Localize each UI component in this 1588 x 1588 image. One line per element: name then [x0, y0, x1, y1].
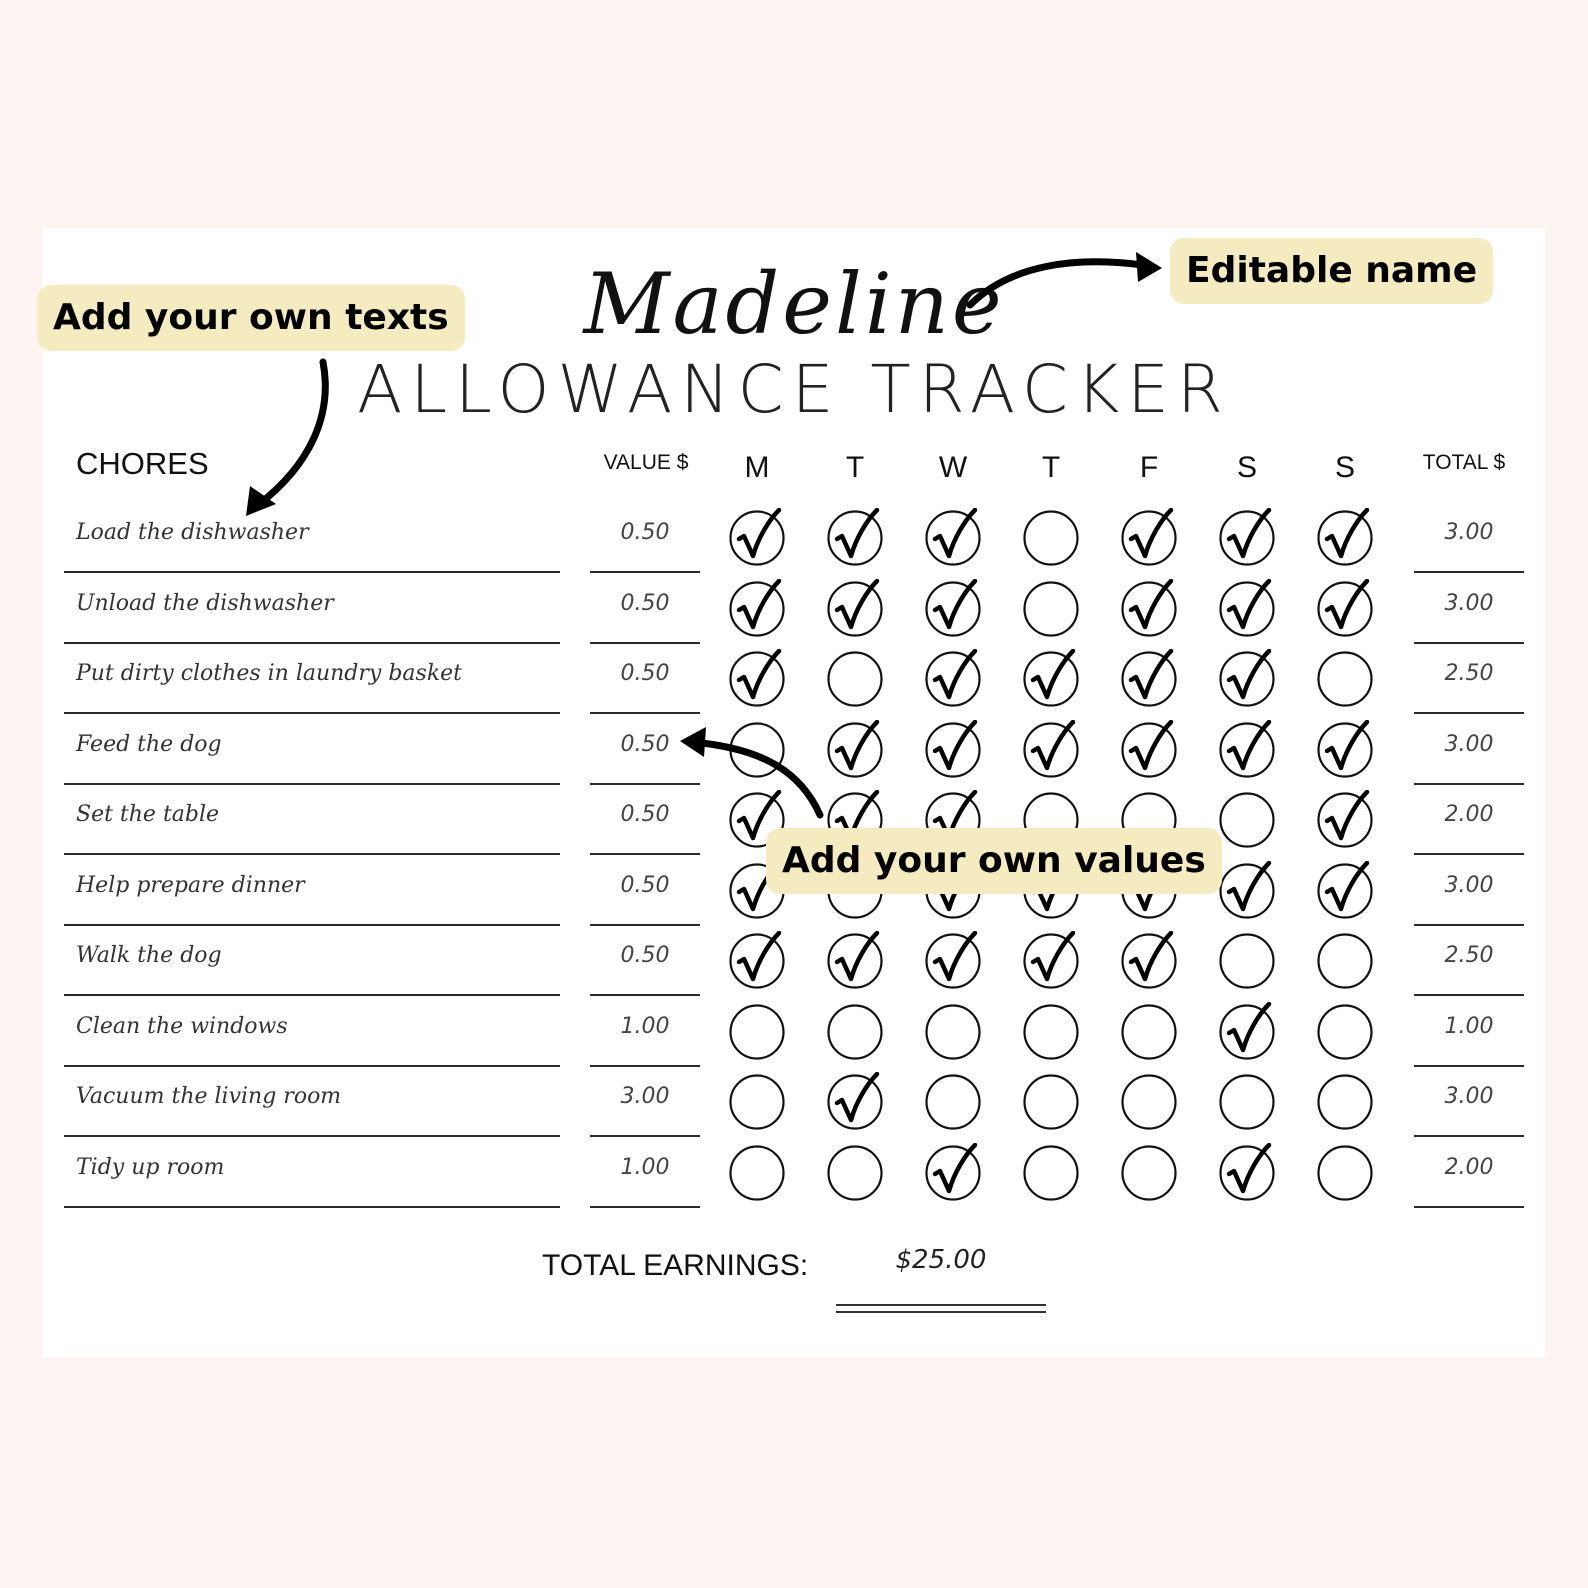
chore-text[interactable]: Clean the windows — [76, 1013, 288, 1039]
total-header: TOTAL $ — [1422, 451, 1506, 474]
chore-total[interactable]: 3.00 — [1444, 872, 1494, 898]
chore-value[interactable]: 0.50 — [620, 590, 670, 616]
chore-text[interactable]: Vacuum the living room — [76, 1084, 342, 1109]
chore-value[interactable]: 3.00 — [620, 1084, 670, 1109]
day-header-mon: M — [744, 451, 770, 484]
chore-text[interactable]: Set the table — [76, 802, 220, 827]
chore-total[interactable]: 3.00 — [1444, 1084, 1494, 1109]
chore-total[interactable]: 3.00 — [1444, 731, 1494, 757]
chore-value[interactable]: 1.00 — [620, 1013, 670, 1039]
day-header-fri: F — [1139, 451, 1159, 484]
chore-text[interactable]: Load the dishwasher — [76, 520, 309, 545]
callout-editable-name: Editable name — [1170, 238, 1493, 304]
chore-total[interactable]: 1.00 — [1444, 1013, 1494, 1039]
day-header-sat: S — [1236, 451, 1257, 484]
child-name[interactable]: Madeline — [583, 255, 1005, 353]
arrow-to-chores — [258, 362, 325, 505]
arrowhead-values — [680, 727, 706, 757]
chore-value[interactable]: 0.50 — [620, 520, 670, 545]
callout-add-values: Add your own values — [766, 828, 1222, 894]
chore-total[interactable]: 2.50 — [1444, 943, 1494, 968]
chore-value[interactable]: 0.50 — [620, 802, 670, 827]
chore-total[interactable]: 3.00 — [1444, 520, 1494, 545]
value-header: VALUE $ — [603, 451, 689, 474]
chore-text[interactable]: Put dirty clothes in laundry basket — [76, 661, 463, 686]
chore-text[interactable]: Tidy up room — [76, 1154, 225, 1180]
arrowhead-name — [1136, 252, 1162, 282]
chore-text[interactable]: Feed the dog — [76, 731, 222, 757]
chore-text[interactable]: Help prepare dinner — [76, 872, 305, 898]
chore-total[interactable]: 2.00 — [1444, 802, 1494, 827]
day-header-thu: T — [1041, 451, 1061, 484]
callout-add-texts: Add your own texts — [37, 285, 465, 351]
chore-text[interactable]: Walk the dog — [76, 943, 222, 968]
day-header-tue: T — [845, 451, 865, 484]
day-header-wed: W — [938, 451, 968, 484]
page-title: ALLOWANCE TRACKER — [357, 351, 1231, 428]
chore-value[interactable]: 1.00 — [620, 1154, 670, 1180]
chore-total[interactable]: 2.50 — [1444, 661, 1494, 686]
chore-value[interactable]: 0.50 — [620, 943, 670, 968]
chore-value[interactable]: 0.50 — [620, 872, 670, 898]
chore-text[interactable]: Unload the dishwasher — [76, 590, 334, 616]
arrow-to-values — [692, 742, 820, 815]
chore-value[interactable]: 0.50 — [620, 661, 670, 686]
day-header-sun: S — [1334, 451, 1355, 484]
chores-header: CHORES — [76, 446, 209, 481]
total-earnings-label: TOTAL EARNINGS: — [542, 1249, 809, 1282]
total-earnings-value[interactable]: $25.00 — [895, 1245, 987, 1275]
chore-total[interactable]: 3.00 — [1444, 590, 1494, 616]
chore-total[interactable]: 2.00 — [1444, 1154, 1494, 1180]
chore-value[interactable]: 0.50 — [620, 731, 670, 757]
arrow-to-name — [970, 262, 1150, 305]
